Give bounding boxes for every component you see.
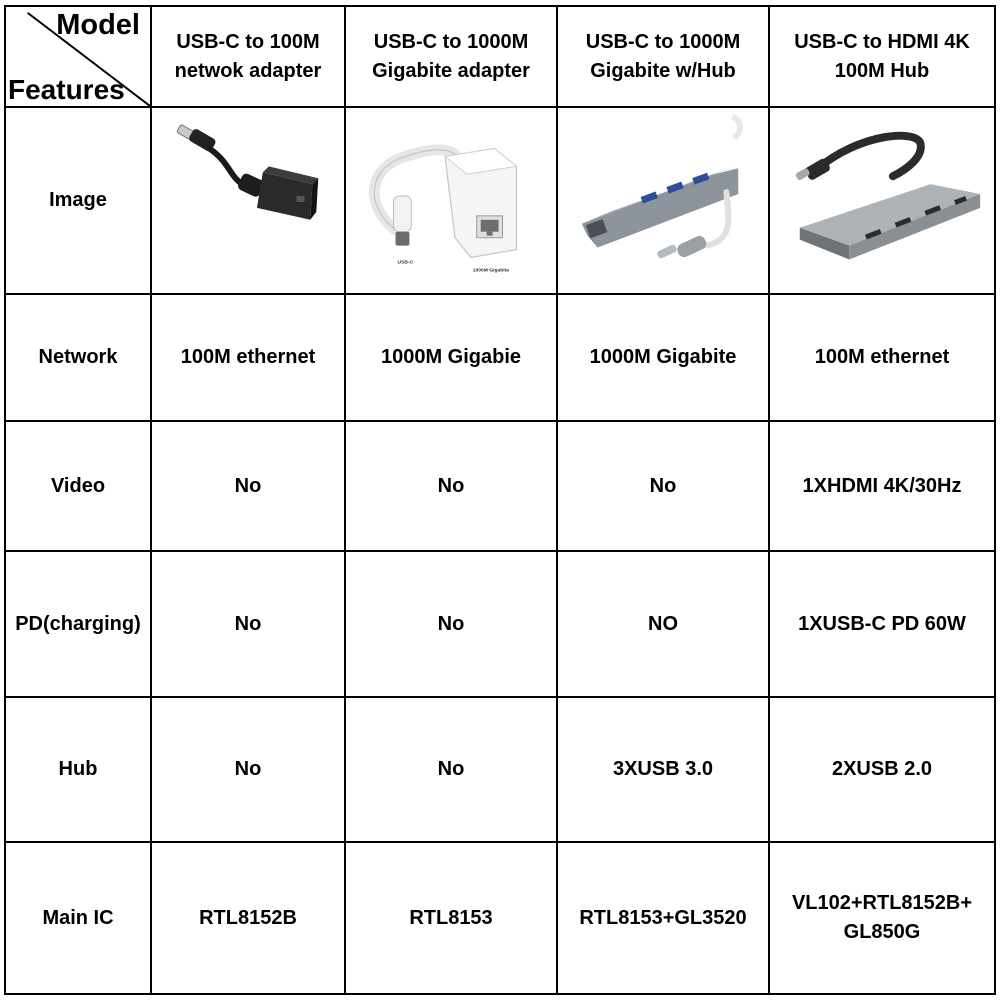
model-label: Model — [56, 9, 140, 41]
model-header-4 — [769, 6, 995, 107]
usb-c-black-adapter-icon — [152, 108, 344, 293]
model-4-name-line2: 100M Hub — [834, 59, 930, 82]
model-header-2 — [345, 6, 557, 107]
comparison-sheet — [4, 5, 994, 993]
main-ic-value-4 — [769, 842, 995, 994]
pd-value-2: No — [345, 551, 557, 697]
pd-value-1: No — [151, 551, 345, 697]
aluminum-hub-icon — [558, 108, 768, 293]
comparison-table — [4, 5, 996, 995]
row-label-image: Image — [5, 107, 151, 294]
main-ic-row — [5, 842, 995, 994]
video-row — [5, 421, 995, 551]
network-row — [5, 294, 995, 421]
row-label-network: Network — [5, 294, 151, 421]
model-1-name-line1: USB-C to 100M — [176, 30, 320, 53]
image-row — [5, 107, 995, 294]
features-label: Features — [8, 74, 125, 105]
row-label-main-ic: Main IC — [5, 842, 151, 994]
hub-value-3: 3XUSB 3.0 — [557, 697, 769, 842]
video-value-4: 1XHDMI 4K/30Hz — [769, 421, 995, 551]
model-header-3 — [557, 6, 769, 107]
main-ic-value-4-line1: VL102+RTL8152B+ — [791, 892, 973, 914]
model-3-name-line1: USB-C to 1000M — [585, 30, 741, 53]
main-ic-value-1: RTL8152B — [151, 842, 345, 994]
pd-value-4: 1XUSB-C PD 60W — [769, 551, 995, 697]
image-cell-1 — [151, 107, 345, 294]
model-2-name-line2: Gigabite adapter — [372, 59, 530, 82]
hub-value-4: 2XUSB 2.0 — [769, 697, 995, 842]
row-label-hub: Hub — [5, 697, 151, 842]
row-label-pd: PD(charging) — [5, 551, 151, 697]
hub-value-1: No — [151, 697, 345, 842]
main-ic-value-3: RTL8153+GL3520 — [557, 842, 769, 994]
photo-label-gigabite: 1000M Gigabite — [472, 268, 510, 274]
network-value-1: 100M ethernet — [151, 294, 345, 421]
model-1-name-line2: netwok adapter — [174, 59, 322, 82]
usb-c-white-adapter-icon — [346, 108, 556, 293]
network-value-3: 1000M Gigabite — [557, 294, 769, 421]
model-3-name-line2: Gigabite w/Hub — [590, 59, 736, 82]
model-4-name-line1: USB-C to HDMI 4K — [794, 30, 970, 53]
video-value-1: No — [151, 421, 345, 551]
hdmi-hub-icon — [770, 108, 994, 293]
video-value-3: No — [557, 421, 769, 551]
pd-value-3: NO — [557, 551, 769, 697]
main-ic-value-2: RTL8153 — [345, 842, 557, 994]
hub-row — [5, 697, 995, 842]
model-header-1 — [151, 6, 345, 107]
image-cell-3 — [557, 107, 769, 294]
photo-label-usb-c: USB-C — [397, 260, 414, 266]
model-2-name-line1: USB-C to 1000M — [373, 30, 529, 53]
pd-row — [5, 551, 995, 697]
corner-cell — [5, 6, 151, 107]
row-label-video: Video — [5, 421, 151, 551]
image-cell-4 — [769, 107, 995, 294]
network-value-2: 1000M Gigabie — [345, 294, 557, 421]
video-value-2: No — [345, 421, 557, 551]
main-ic-value-4-line2: GL850G — [843, 921, 921, 943]
header-row — [5, 6, 995, 107]
image-cell-2 — [345, 107, 557, 294]
hub-value-2: No — [345, 697, 557, 842]
network-value-4: 100M ethernet — [769, 294, 995, 421]
